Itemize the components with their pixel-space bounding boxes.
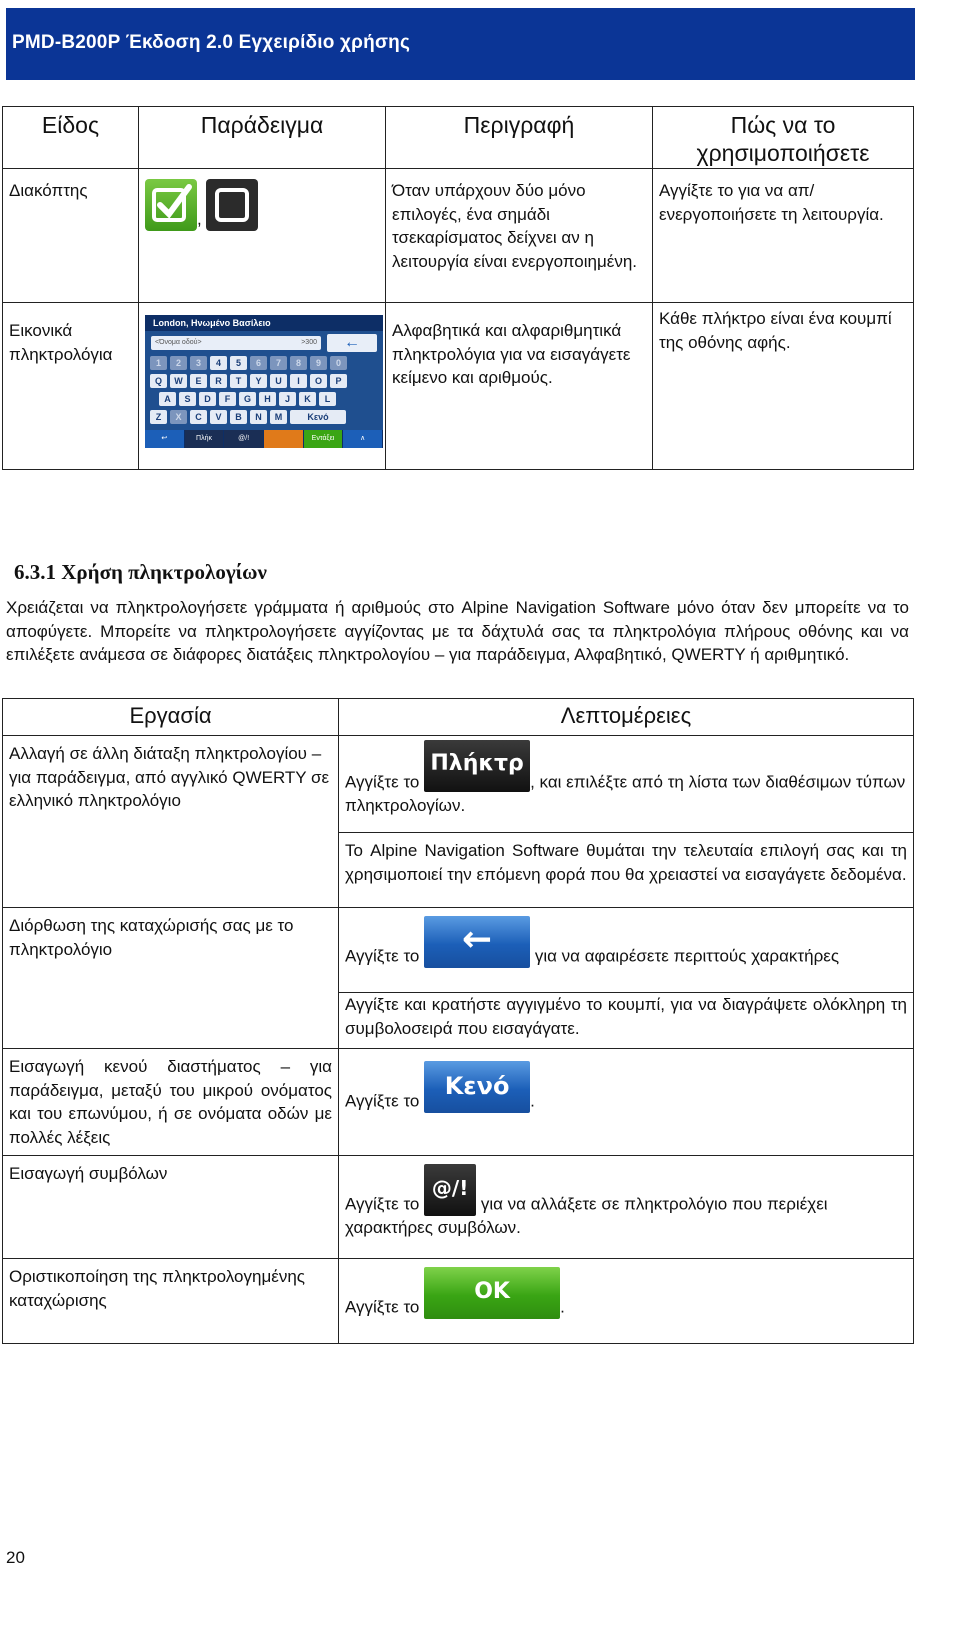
key: 2	[170, 356, 187, 370]
keyboard-ok-key: Εντάξει	[304, 430, 344, 448]
keyboard-symbols-key: @/!	[224, 430, 264, 448]
page-header	[6, 8, 915, 80]
key: K	[299, 392, 316, 406]
backspace-button-icon	[424, 916, 530, 968]
col-header-details: Λεπτομέρειες	[339, 699, 914, 736]
key: E	[190, 374, 207, 388]
touch-text: Αγγίξτε το	[345, 1091, 420, 1111]
key: Z	[150, 410, 167, 424]
keyboard-bottom-bar	[145, 430, 383, 448]
keyboard-placeholder: <Όνομα οδού>	[155, 339, 202, 346]
row-keyboard-usage: Κάθε πλήκτρο είναι ένα κουμπί της οθόνης αφής.	[653, 303, 914, 470]
col-header-usage: Πώς να το χρησιμοποιήσετε	[653, 107, 914, 169]
details-remembers-choice: Το Alpine Navigation Software θυμάται την τελευταία επιλογή σας και τη χρησιμοποιεί την επόμενη φορά που θα χρειαστεί να εισαγάγετε δεδομένα.	[339, 833, 914, 908]
icon-label: Κενό	[444, 1072, 510, 1100]
key: 3	[190, 356, 207, 370]
key: 6	[250, 356, 267, 370]
task-insert-space: Εισαγωγή κενού διαστήματος – για παράδειγμα, μεταξύ του μικρού ονόματος και του επωνύμου, ή σε ονόματα οδών με πολλές λέξεις	[3, 1049, 339, 1156]
details-text: για να αλλάξετε σε πληκτρολόγιο που περιέχει χαρακτήρες συμβόλων.	[345, 1194, 828, 1237]
touch-text: Αγγίξτε το	[345, 772, 420, 792]
key: X	[170, 410, 187, 424]
details-text: για να αφαιρέσετε περιττούς χαρακτήρες	[534, 946, 840, 966]
details-change-layout	[339, 736, 914, 833]
touch-text: Αγγίξτε το	[345, 946, 420, 966]
keyboard-orange-key	[264, 430, 304, 448]
virtual-keyboard-screenshot	[145, 315, 383, 448]
col-header-description: Περιγραφή	[386, 107, 653, 169]
details-text: .	[560, 1297, 565, 1317]
key: H	[259, 392, 276, 406]
details-space	[339, 1049, 914, 1156]
row-switch-usage: Αγγίξτε το για να απ/ενεργοποιήσετε τη λειτουργία.	[653, 169, 914, 303]
key: A	[159, 392, 176, 406]
key: 5	[230, 356, 247, 370]
row-keyboard-type: Εικονικά πληκτρολόγια	[3, 303, 139, 470]
key: C	[190, 410, 207, 424]
details-text: .	[530, 1091, 535, 1111]
key: M	[270, 410, 287, 424]
keyboard-input-field	[151, 336, 321, 350]
row-keyboard-example	[139, 303, 386, 470]
keyboard-back-icon: ↩	[145, 430, 185, 448]
col-header-type: Είδος	[3, 107, 139, 169]
keyboard-number-row	[150, 356, 347, 370]
row-switch-example	[139, 169, 386, 303]
section-title: 6.3.1 Χρήση πληκτρολογίων	[14, 560, 267, 584]
keyboard-row-2	[159, 392, 336, 406]
key: P	[330, 374, 347, 388]
checkbox-checked-icon	[145, 179, 197, 231]
details-hold-to-clear: Αγγίξτε και κρατήστε αγγιγμένο το κουμπί, για να διαγράψετε ολόκληρη τη συμβολοσειρά που εισαγάγατε.	[339, 993, 914, 1049]
details-ok	[339, 1259, 914, 1344]
task-insert-symbols: Εισαγωγή συμβόλων	[3, 1156, 339, 1259]
icon-label: @/!	[431, 1176, 469, 1200]
key: F	[219, 392, 236, 406]
key: 8	[290, 356, 307, 370]
keyboard-count: >300	[301, 339, 317, 346]
example-separator: ,	[197, 209, 202, 229]
key: V	[210, 410, 227, 424]
key: 4	[210, 356, 227, 370]
keyboard-backspace-icon: ←	[327, 334, 377, 352]
key: R	[210, 374, 227, 388]
key: I	[290, 374, 307, 388]
task-correct-entry: Διόρθωση της καταχώρισής σας με το πληκτρολόγιο	[3, 908, 339, 1049]
details-text: , και επιλέξτε από τη λίστα των διαθέσιμων τύπων πληκτρολογίων.	[345, 772, 906, 815]
header-title: PMD-B200P Έκδοση 2.0 Εγχειρίδιο χρήσης	[12, 32, 411, 53]
key: D	[199, 392, 216, 406]
icon-label: OK	[474, 1279, 510, 1304]
page-number: 20	[6, 1548, 25, 1567]
space-button-icon	[424, 1061, 530, 1113]
keyboard-layout-button-icon	[424, 740, 530, 792]
icon-label: ←	[462, 919, 493, 960]
key: W	[170, 374, 187, 388]
key: B	[230, 410, 247, 424]
key: 1	[150, 356, 167, 370]
touch-text: Αγγίξτε το	[345, 1194, 420, 1214]
key: N	[250, 410, 267, 424]
symbols-button-icon	[424, 1164, 476, 1216]
key: 9	[310, 356, 327, 370]
keyboard-layout-key: Πλήκ	[185, 430, 225, 448]
task-change-layout: Αλλαγή σε άλλη διάταξη πληκτρολογίου – για παράδειγμα, από αγγλικό QWERTY σε ελληνικό πληκτρολόγιο	[3, 736, 339, 908]
key: S	[179, 392, 196, 406]
col-header-example: Παράδειγμα	[139, 107, 386, 169]
keyboard-up-icon: ∧	[343, 430, 383, 448]
key: G	[239, 392, 256, 406]
icon-label: Πλήκτρ	[430, 751, 524, 776]
keyboard-row-3	[150, 410, 346, 424]
key-space: Κενό	[290, 410, 346, 424]
section-paragraph: Χρειάζεται να πληκτρολογήσετε γράμματα ή αριθμούς στο Alpine Navigation Software μόνο όταν δεν μπορείτε να το αποφύγετε. Μπορείτε να πληκτρολογήσετε αγγίζοντας με τα δάχτυλά σας τα πληκτρολόγια πλήρους οθόνης και να επιλέξετε ανάμεσα σε διάφορες διατάξεις πληκτρολογίου – για παράδειγμα, Αλφαβητικό, QWERTY ή αριθμητικό.	[6, 598, 909, 664]
row-switch-type: Διακόπτης	[3, 169, 139, 303]
task-finalize-entry: Οριστικοποίηση της πληκτρολογημένης καταχώρισης	[3, 1259, 339, 1344]
ok-button-icon	[424, 1267, 560, 1319]
key: 0	[330, 356, 347, 370]
keyboard-tasks-table	[2, 698, 914, 1344]
row-switch-description: Όταν υπάρχουν δύο μόνο επιλογές, ένα σημάδι τσεκαρίσματος δείχνει αν η λειτουργία είναι ενεργοποιημένη.	[386, 169, 653, 303]
key: Q	[150, 374, 167, 388]
details-symbols	[339, 1156, 914, 1259]
key: L	[319, 392, 336, 406]
row-keyboard-description: Αλφαβητικά και αλφαριθμητικά πληκτρολόγια για να εισαγάγετε κείμενο και αριθμούς.	[386, 303, 653, 470]
key: T	[230, 374, 247, 388]
touch-text: Αγγίξτε το	[345, 1297, 420, 1317]
keyboard-row-1	[150, 374, 347, 388]
details-backspace	[339, 908, 914, 993]
checkbox-unchecked-icon	[206, 179, 258, 231]
col-header-task: Εργασία	[3, 699, 339, 736]
control-types-table	[2, 106, 914, 470]
keyboard-title: London, Ηνωμένο Βασίλειο	[145, 315, 383, 331]
key: 7	[270, 356, 287, 370]
key: Y	[250, 374, 267, 388]
key: O	[310, 374, 327, 388]
key: U	[270, 374, 287, 388]
key: J	[279, 392, 296, 406]
